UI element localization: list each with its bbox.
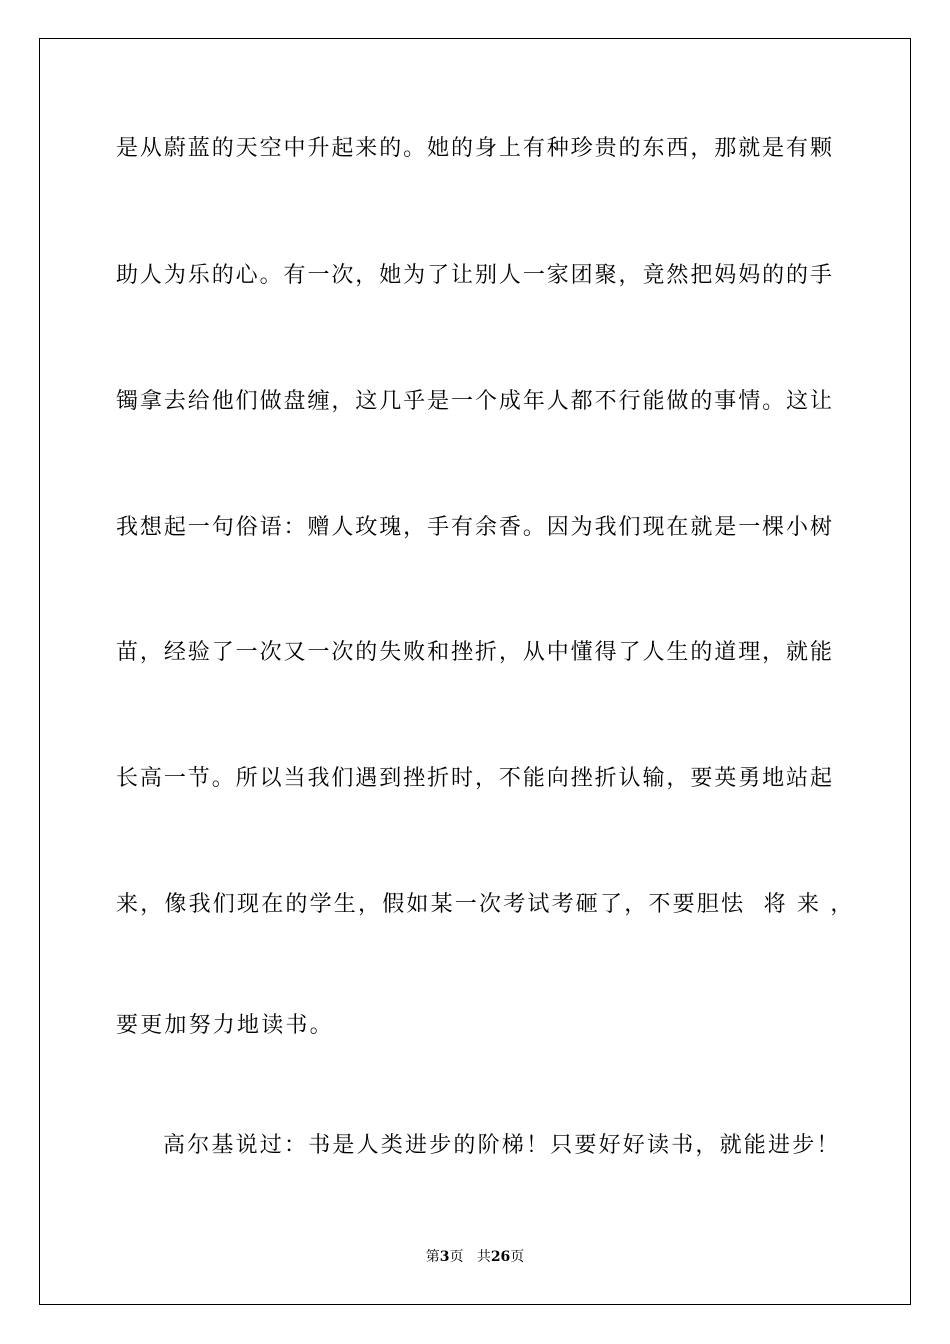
total-prefix: 共	[476, 1249, 491, 1265]
paragraph-line: 苗，经验了一次又一次的失败和挫折，从中懂得了人生的道理，就能	[116, 640, 832, 665]
paragraph-line: 来，像我们现在的学生，假如某一次考试考砸了，不要胆怯 将 来 ，	[116, 892, 855, 917]
paragraph-line-last: 要更加努力地读书。	[116, 1013, 334, 1038]
page-prefix: 第	[425, 1249, 440, 1265]
page-border	[39, 38, 911, 1305]
paragraph-line: 我想起一句俗语：赠人玫瑰，手有余香。因为我们现在就是一棵小树	[116, 515, 832, 540]
paragraph-line: 是从蔚蓝的天空中升起来的。她的身上有种珍贵的东西，那就是有颗	[116, 136, 832, 161]
page-suffix: 页	[449, 1249, 464, 1265]
page-footer	[0, 1248, 950, 1266]
total-suffix: 页	[510, 1249, 525, 1265]
paragraph-line: 助人为乐的心。有一次，她为了让别人一家团聚，竟然把妈妈的的手	[116, 263, 832, 288]
total-pages: 26	[490, 1249, 511, 1265]
paragraph-line: 镯拿去给他们做盘缠，这几乎是一个成年人都不行能做的事情。这让	[116, 389, 832, 414]
quote-paragraph: 高尔基说过：书是人类进步的阶梯！只要好好读书，就能进步！	[163, 1133, 841, 1158]
paragraph-line: 长高一节。所以当我们遇到挫折时，不能向挫折认输，要英勇地站起	[116, 766, 832, 791]
page-number: 3	[439, 1249, 450, 1265]
